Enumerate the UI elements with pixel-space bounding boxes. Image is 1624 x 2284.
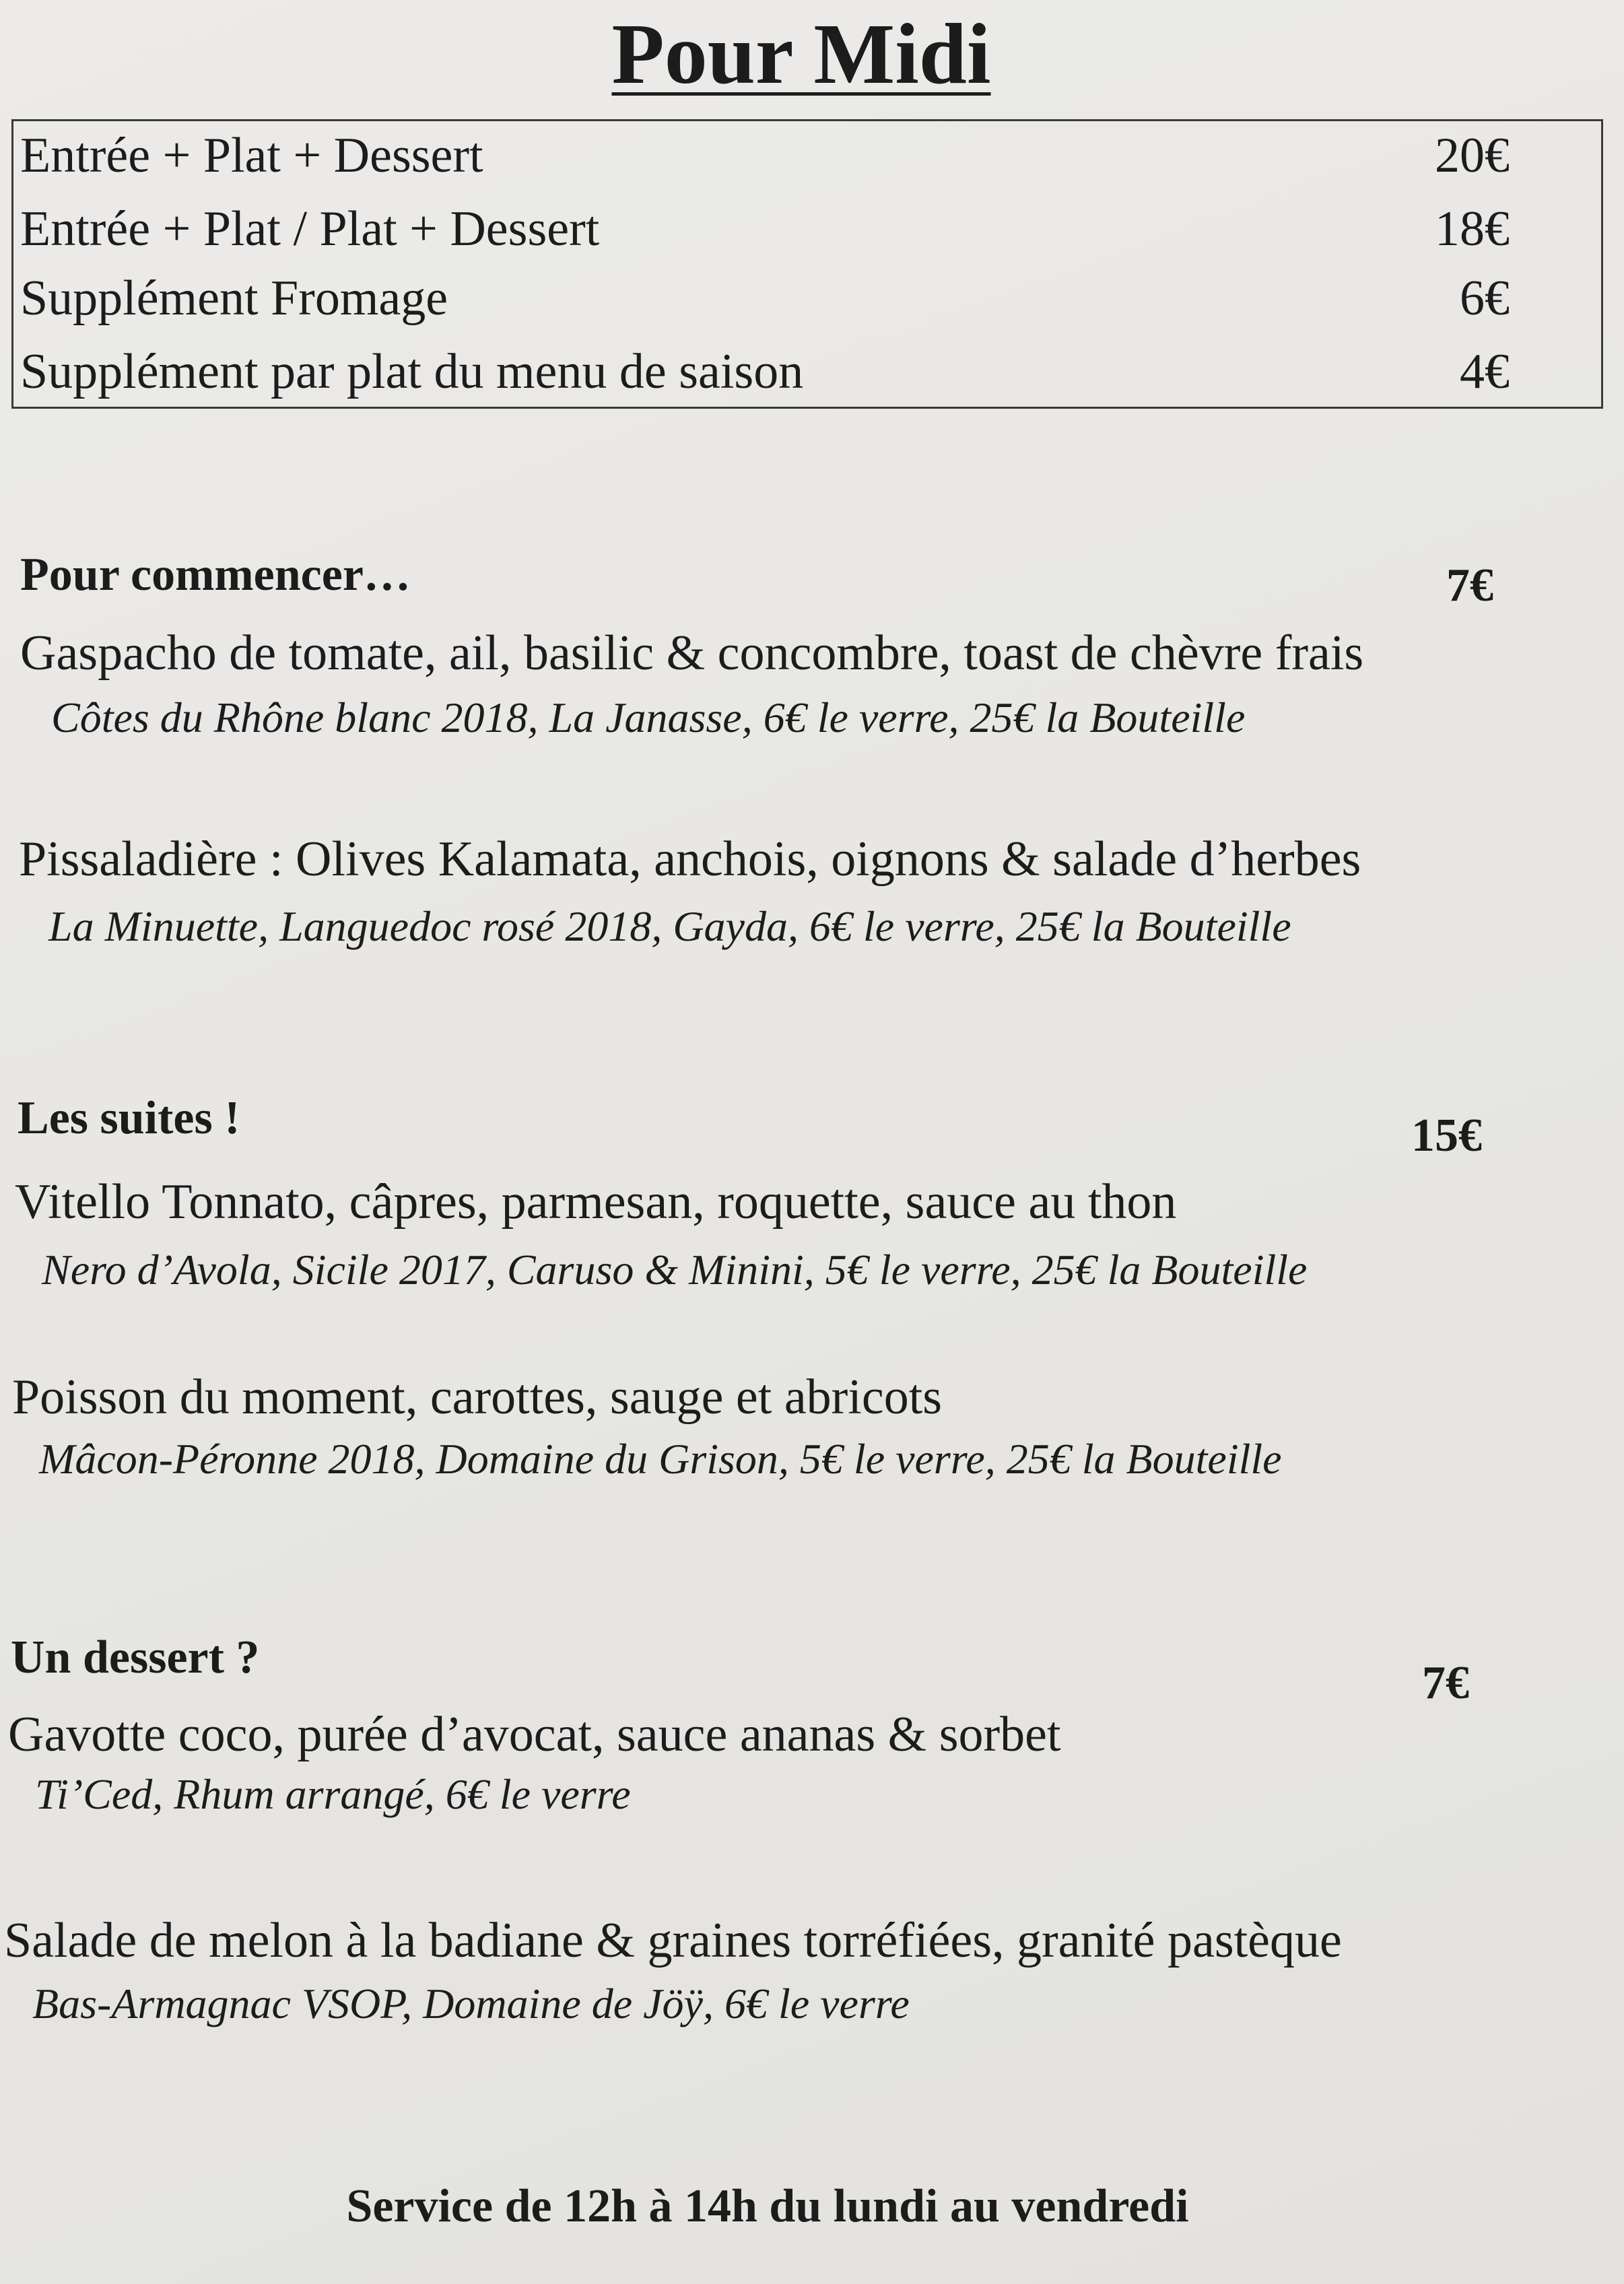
section-price: 7€ (1446, 560, 1493, 611)
section-heading-desserts: Un dessert ? (11, 1632, 260, 1683)
formula-price: 6€ (1460, 271, 1510, 326)
section-price: 15€ (1411, 1110, 1482, 1162)
formula-price: 4€ (1460, 344, 1510, 399)
section-heading-mains: Les suites ! (18, 1092, 240, 1144)
wine-pairing: Ti’Ced, Rhum arrangé, 6€ le verre (35, 1770, 631, 1818)
section-heading-starters: Pour commencer… (20, 549, 411, 601)
dish-name: Poisson du moment, carottes, sauge et abricots (12, 1370, 943, 1425)
formula-label: Entrée + Plat / Plat + Dessert (20, 201, 600, 257)
formula-label: Supplément Fromage (20, 271, 448, 326)
wine-pairing: Mâcon-Péronne 2018, Domaine du Grison, 5€ le verre, 25€ la Bouteille (39, 1435, 1282, 1483)
section-price: 7€ (1422, 1657, 1469, 1709)
service-hours: Service de 12h à 14h du lundi au vendredi (346, 2180, 1189, 2232)
dish-name: Gaspacho de tomate, ail, basilic & concombre, toast de chèvre frais (20, 626, 1364, 681)
dish-name: Gavotte coco, purée d’avocat, sauce ananas & sorbet (8, 1707, 1061, 1762)
wine-pairing: Côtes du Rhône blanc 2018, La Janasse, 6€ le verre, 25€ la Bouteille (51, 694, 1246, 741)
page-title: Pour Midi (611, 6, 991, 102)
formula-price: 18€ (1435, 201, 1510, 257)
formula-label: Entrée + Plat + Dessert (20, 128, 483, 183)
wine-pairing: La Minuette, Languedoc rosé 2018, Gayda, 6€ le verre, 25€ la Bouteille (48, 902, 1291, 950)
formula-label: Supplément par plat du menu de saison (20, 344, 804, 399)
dish-name: Pissaladière : Olives Kalamata, anchois, oignons & salade d’herbes (19, 832, 1361, 887)
dish-name: Vitello Tonnato, câpres, parmesan, roquette, sauce au thon (15, 1174, 1177, 1230)
dish-name: Salade de melon à la badiane & graines torréfiées, granité pastèque (4, 1913, 1342, 1968)
formula-price: 20€ (1435, 128, 1510, 183)
wine-pairing: Nero d’Avola, Sicile 2017, Caruso & Minini, 5€ le verre, 25€ la Bouteille (42, 1246, 1308, 1294)
wine-pairing: Bas-Armagnac VSOP, Domaine de Jöÿ, 6€ le verre (32, 1980, 910, 2027)
